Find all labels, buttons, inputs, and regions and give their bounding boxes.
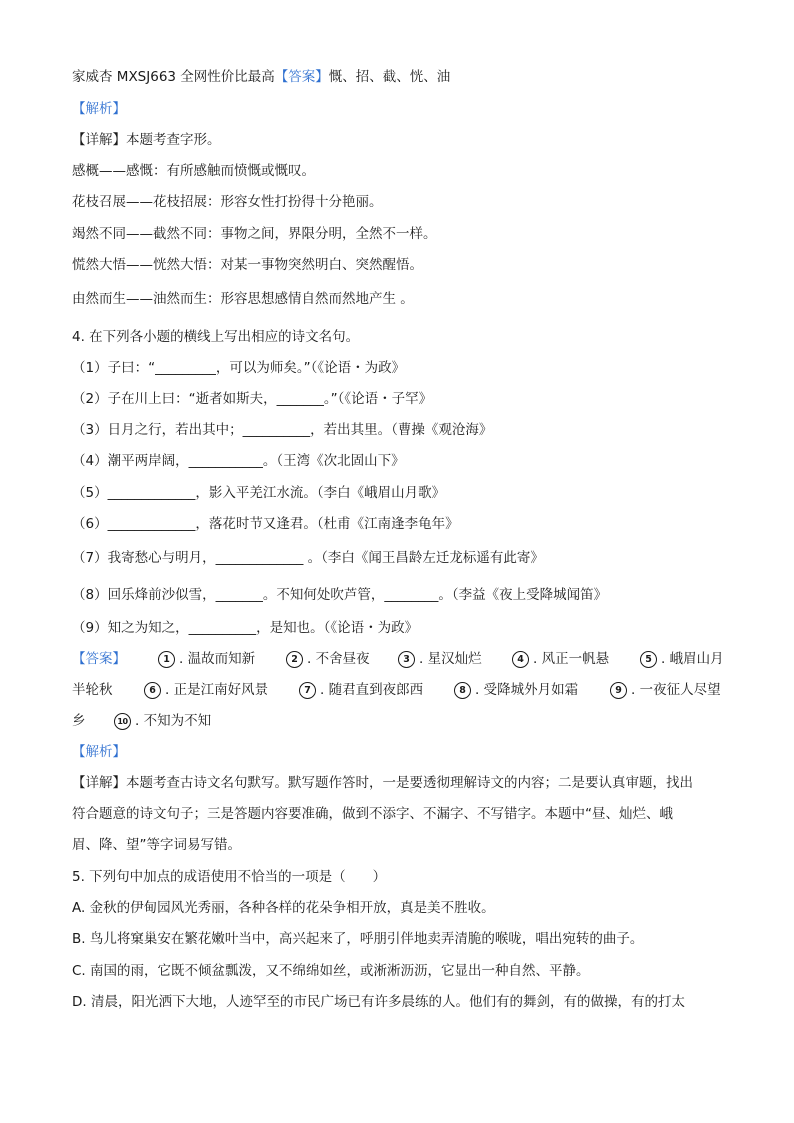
analysis-label: 【解析】 xyxy=(72,744,126,760)
circled-number: 10 xyxy=(114,713,131,730)
correction-line: 感概——感慨：有所感触而愤慨或慨叹。 xyxy=(72,163,315,179)
question-5-stem: 5. 下列句中加点的成语使用不恰当的一项是（ ） xyxy=(72,869,387,885)
answer-continuation: 半轮秋 xyxy=(72,682,113,698)
question-item: （6）_____________，落花时节又逢君。（杜甫《江南逢李龟年》 xyxy=(72,516,459,532)
answer-text: . 星汉灿烂 xyxy=(419,651,482,667)
answer-item xyxy=(299,681,423,699)
answer-item xyxy=(610,681,721,699)
question-item: （5）_____________，影入平羌江水流。（李白《峨眉山月歌》 xyxy=(72,485,446,501)
header-prefix-text: 家威杏 MXSJ663 全网性价比最高 xyxy=(72,69,275,85)
analysis-label: 【解析】 xyxy=(72,101,126,117)
answer-label: 【答案】 xyxy=(72,651,126,667)
answer-text: . 峨眉山月 xyxy=(661,651,724,667)
answer-item xyxy=(286,650,370,668)
question-item: （2）子在川上曰：“逝者如斯夫，_______。”（《论语・子罕》 xyxy=(72,391,433,407)
correction-line: 竭然不同——截然不同：事物之间，界限分明，全然不一样。 xyxy=(72,226,437,242)
question-item: （8）回乐烽前沙似雪，_______。不知何处吹芦管，________。（李益《夜上受降城闻笛》 xyxy=(72,587,608,603)
circled-number: 9 xyxy=(610,682,627,699)
question-item: （9）知之为知之，__________，是知也。（《论语・为政》 xyxy=(72,620,419,636)
question-item: （1）子曰：“_________，可以为师矣。”（《论语・为政》 xyxy=(72,360,406,376)
circled-number: 1 xyxy=(158,651,175,668)
answer-item xyxy=(158,650,255,668)
answer-item xyxy=(144,681,268,699)
answer-text: . 温故而知新 xyxy=(179,651,256,667)
detail-line: 眉、降、望”等字词易写错。 xyxy=(72,837,241,853)
circled-number: 8 xyxy=(454,682,471,699)
correction-line: 花枝召展——花枝招展：形容女性打扮得十分艳丽。 xyxy=(72,194,383,210)
answer-text: . 受降城外月如霜 xyxy=(475,682,579,698)
question-item: （3）日月之行，若出其中；__________，若出其里。（曹操《观沧海》 xyxy=(72,422,493,438)
circled-number: 4 xyxy=(512,651,529,668)
circled-number: 5 xyxy=(640,651,657,668)
answer-item xyxy=(454,681,578,699)
answer-text: . 随君直到夜郎西 xyxy=(320,682,424,698)
question-4-stem: 4. 在下列各小题的横线上写出相应的诗文名句。 xyxy=(72,329,360,345)
option-d: D. 清晨，阳光洒下大地，人迹罕至的市民广场已有许多晨练的人。他们有的舞剑，有的做操，有的打太 xyxy=(72,994,685,1010)
option-a: A. 金秋的伊甸园风光秀丽，各种各样的花朵争相开放，真是美不胜收。 xyxy=(72,900,495,916)
answer-item xyxy=(640,650,724,668)
answer-line-q3 xyxy=(72,68,450,86)
answer-text: . 正是江南好风景 xyxy=(165,682,269,698)
detail-line: 符合题意的诗文句子；三是答题内容要准确，做到不添字、不漏字、不写错字。本题中“昼、灿烂、峨 xyxy=(72,806,673,822)
answer-label: 【答案】 xyxy=(274,69,329,85)
answer-item xyxy=(398,650,482,668)
answer-text: . 风正一帆悬 xyxy=(533,651,610,667)
answer-text: 慨、招、截、恍、油 xyxy=(328,69,451,85)
answer-continuation: 乡 xyxy=(72,713,86,729)
correction-line: 由然而生——油然而生：形容思想感情自然而然地产生 。 xyxy=(72,291,414,307)
answer-text: . 不舍昼夜 xyxy=(307,651,370,667)
detail-line: 【详解】本题考查字形。 xyxy=(72,132,221,148)
option-c: C. 南国的雨，它既不倾盆瓢泼，又不绵绵如丝，或淅淅沥沥，它显出一种自然、平静。 xyxy=(72,963,590,979)
circled-number: 3 xyxy=(398,651,415,668)
question-item: （4）潮平两岸阔，___________。（王湾《次北固山下》 xyxy=(72,453,405,469)
answer-item xyxy=(512,650,609,668)
circled-number: 7 xyxy=(299,682,316,699)
correction-line: 慌然大悟——恍然大悟：对某一事物突然明白、突然醒悟。 xyxy=(72,257,423,273)
detail-line: 【详解】本题考查古诗文名句默写。默写题作答时，一是要透彻理解诗文的内容；二是要认真审题，找出 xyxy=(72,775,693,791)
circled-number: 2 xyxy=(286,651,303,668)
answer-text: . 一夜征人尽望 xyxy=(631,682,721,698)
option-b: B. 鸟儿将窠巢安在繁花嫩叶当中，高兴起来了，呼朋引伴地卖弄清脆的喉咙，唱出宛转的曲子。 xyxy=(72,931,644,947)
question-item: （7）我寄愁心与明月，_____________ 。（李白《闻王昌龄左迁龙标遥有此寄》 xyxy=(72,550,544,566)
answer-text: . 不知为不知 xyxy=(135,713,212,729)
answer-item xyxy=(114,712,211,730)
circled-number: 6 xyxy=(144,682,161,699)
